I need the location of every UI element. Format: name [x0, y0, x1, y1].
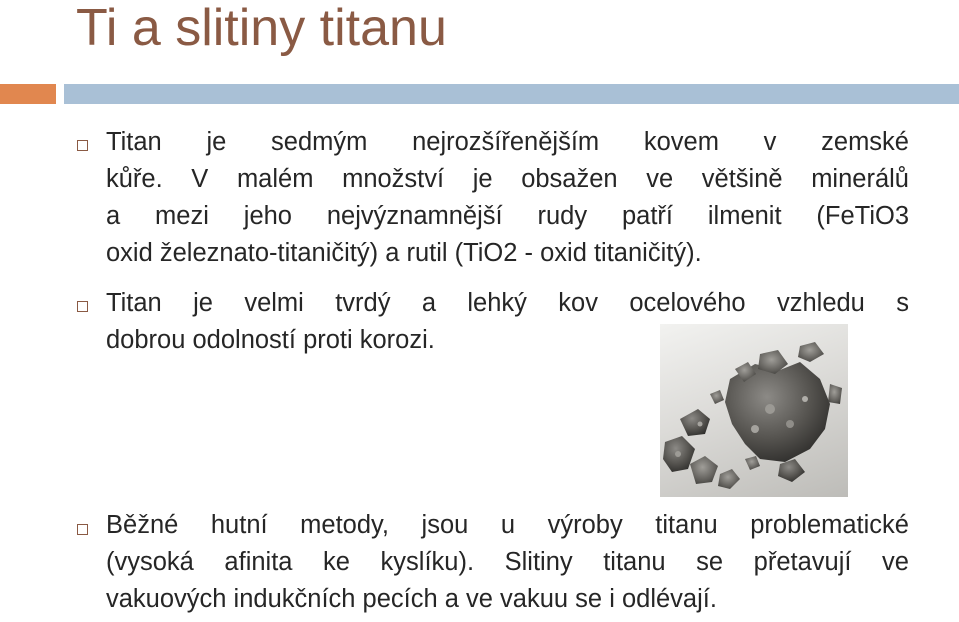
bullet-line: Titan je sedmým nejrozšířenějším kovem v zemské — [106, 128, 909, 156]
bullet-line: dobrou odolností proti korozi. — [106, 326, 435, 354]
hollow-square-icon — [77, 301, 88, 312]
bullet-line: (vysoká afinita ke kyslíku). Slitiny titanu se přetavují ve — [106, 548, 909, 576]
bullet-line: kůře. V malém množství je obsažen ve většině minerálů — [106, 165, 909, 193]
bullet-line: Titan je velmi tvrdý a lehký kov ocelového vzhledu s — [106, 289, 909, 317]
bullet-1 — [106, 124, 909, 272]
titanium-sponge-drawing — [660, 324, 848, 497]
header-bar — [64, 84, 959, 104]
titanium-sponge-photo — [660, 324, 848, 497]
bullet-line: vakuových indukčních pecích a ve vakuu se i odlévají. — [106, 585, 717, 613]
bullet-line: Běžné hutní metody, jsou u výroby titanu problematické — [106, 511, 909, 539]
hollow-square-icon — [77, 140, 88, 151]
bullet-line: oxid železnato-titaničitý) a rutil (TiO2 - oxid titaničitý). — [106, 239, 702, 267]
bullet-3 — [106, 507, 909, 618]
hollow-square-icon — [77, 524, 88, 535]
accent-bar — [0, 84, 56, 104]
bullet-line: a mezi jeho nejvýznamnější rudy patří ilmenit (FeTiO3 — [106, 202, 909, 230]
slide-title: Ti a slitiny titanu — [76, 0, 447, 57]
